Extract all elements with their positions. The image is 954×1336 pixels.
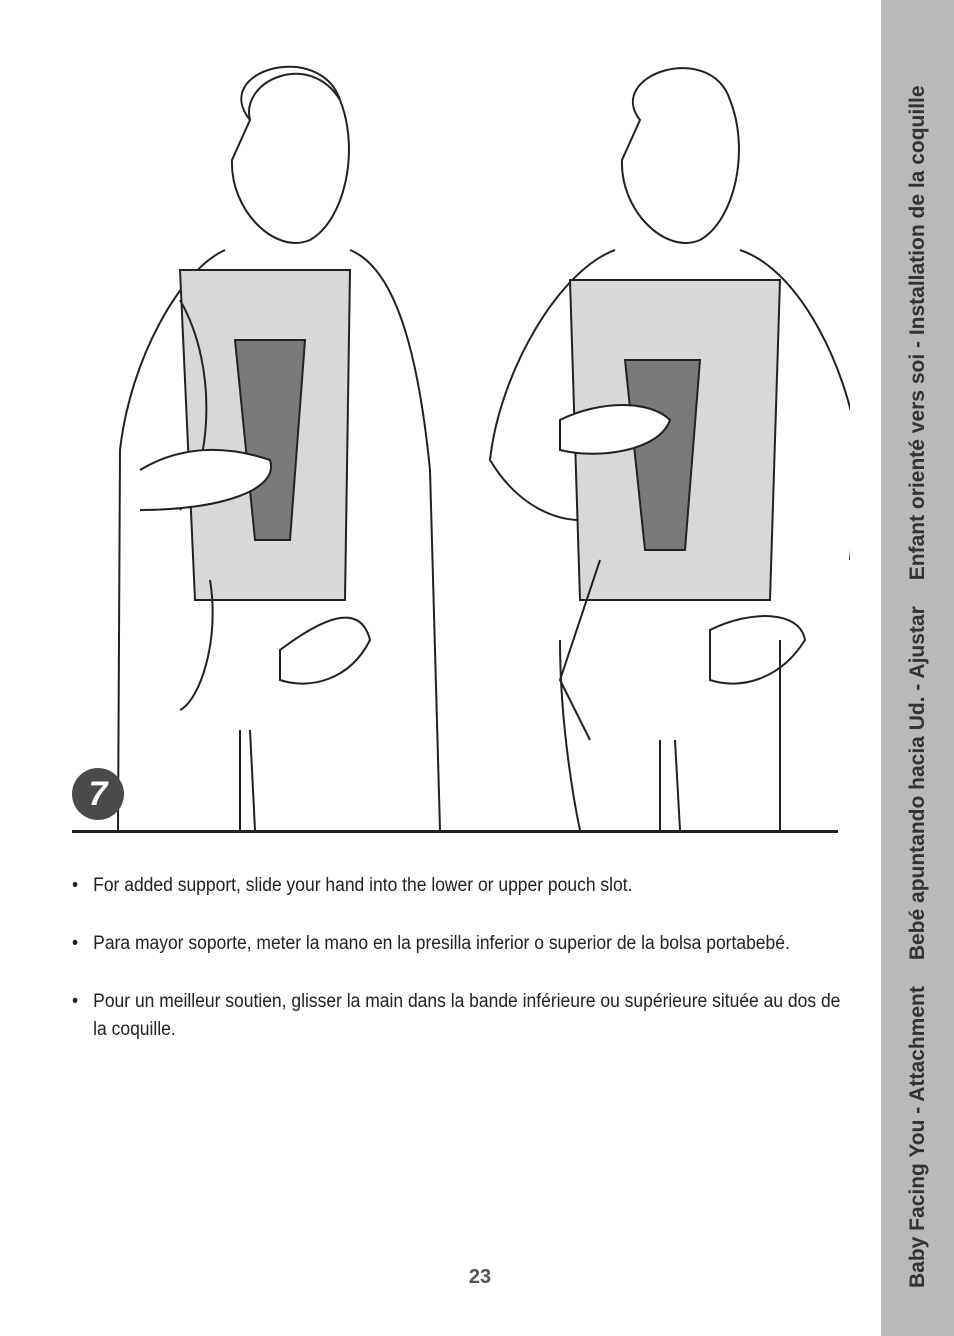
- bullet-icon: •: [72, 875, 79, 896]
- bullet-icon: •: [72, 933, 79, 954]
- left-figure: [118, 67, 440, 830]
- instruction-list: [72, 872, 841, 1074]
- bullet-icon: •: [72, 991, 79, 1012]
- page-number: 23: [468, 1266, 492, 1288]
- instruction-text: Para mayor soporte, meter la mano en la presilla inferior o superior de la bolsa portabebé.: [93, 933, 790, 954]
- instruction-french: [72, 988, 843, 1044]
- right-figure: [490, 68, 850, 830]
- sidebar-titles: [881, 46, 954, 1336]
- instruction-english: [72, 872, 843, 900]
- section-sidebar: [881, 0, 954, 1336]
- sidebar-title-french: Enfant orienté vers soi - Installation de la coquille: [905, 85, 929, 581]
- instruction-text: Pour un meilleur soutien, glisser la main dans la bande inférieure ou supérieure située au dos de la coquille.: [93, 991, 841, 1040]
- divider-rule: [72, 830, 838, 833]
- carrier-illustration: [60, 40, 850, 840]
- instruction-text: For added support, slide your hand into the lower or upper pouch slot.: [93, 875, 633, 896]
- sidebar-title-spanish: Bebé apuntando hacia Ud. - Ajustar: [905, 606, 929, 961]
- sidebar-title-english: Baby Facing You - Attachment: [905, 986, 929, 1288]
- step-number-badge: 7: [72, 768, 124, 820]
- instruction-spanish: [72, 930, 843, 958]
